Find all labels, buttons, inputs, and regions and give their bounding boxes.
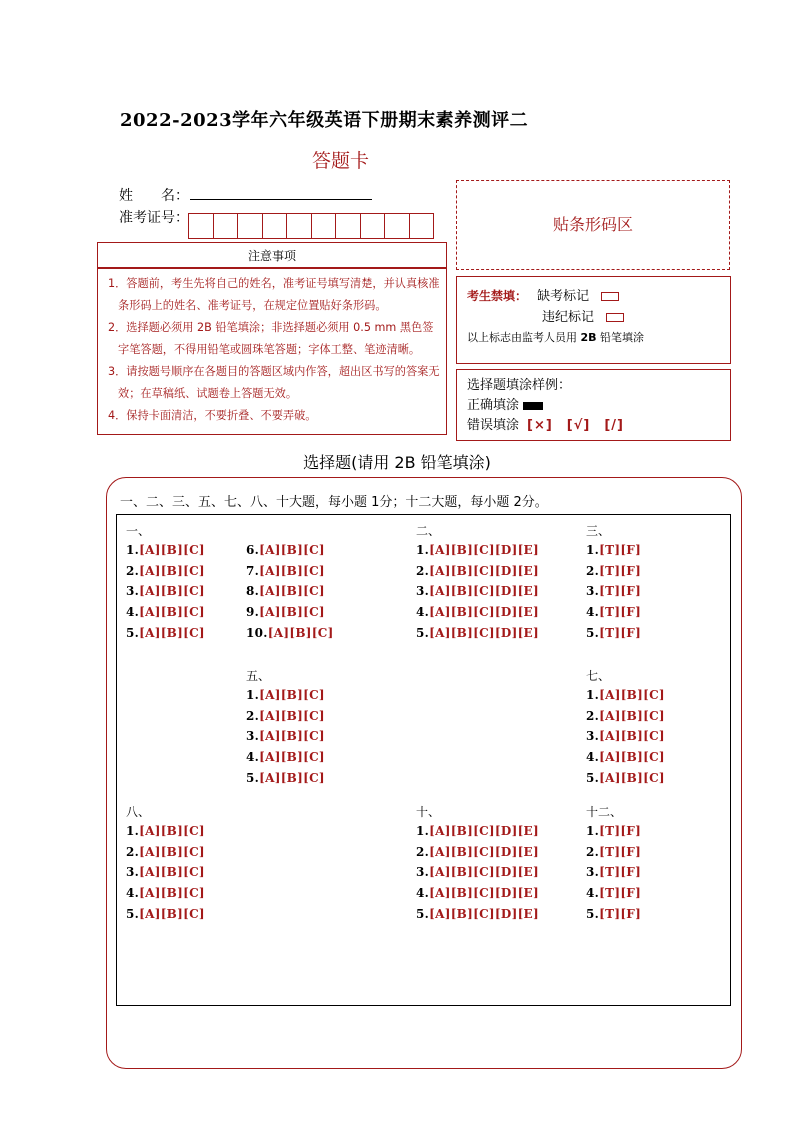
question-group-label: 一、 (126, 524, 151, 538)
question-number: 1. (586, 688, 600, 702)
answer-row[interactable] (126, 821, 205, 842)
question-number: 5. (246, 770, 260, 785)
answer-options[interactable]: [A][B][C] (139, 824, 205, 838)
question-group-label: 七、 (586, 669, 611, 683)
filled-mark (523, 402, 543, 410)
answer-row[interactable] (586, 821, 641, 842)
notice-item: 2．选择题必须用 2B 铅笔填涂；非选择题必须用 0.5 mm 黑色签字笔答题，不得用铅笔或圆珠笔答题；字体工整、笔迹清晰。 (108, 321, 434, 356)
answer-options[interactable]: [A][B][C][D][E] (429, 543, 539, 557)
question-number: 4. (416, 886, 430, 901)
id-digit-box[interactable] (409, 213, 435, 239)
question-group-label: 二、 (416, 524, 441, 538)
prohibited-note: 以上标志由监考人员用 2B 铅笔填涂 (467, 331, 645, 344)
id-digit-box[interactable] (360, 213, 386, 239)
question-number: 4. (126, 886, 140, 901)
answer-options[interactable]: [A][B][C] (599, 729, 665, 744)
name-label: 姓 名： (119, 188, 189, 204)
answer-options[interactable]: [A][B][C] (139, 543, 205, 557)
answer-options[interactable]: [A][B][C] (139, 563, 205, 578)
id-digit-box[interactable] (262, 213, 288, 239)
answer-row[interactable] (126, 623, 205, 644)
notice-item: 3．请按题号顺序在各题目的答题区域内作答，超出区书写的答案无效；在草稿纸、试题卷上答题无效。 (108, 365, 440, 400)
id-digit-box[interactable] (311, 213, 337, 239)
question-number: 1. (586, 543, 600, 557)
answer-row[interactable] (586, 623, 641, 644)
answer-options[interactable]: [A][B][C][D][E] (429, 865, 539, 880)
answer-options[interactable]: [A][B][C] (267, 625, 334, 640)
question-number: 4. (246, 750, 260, 765)
id-digit-box[interactable] (237, 213, 263, 239)
answer-row[interactable] (246, 623, 334, 644)
question-number: 4. (586, 605, 600, 620)
answer-row[interactable] (246, 685, 325, 706)
question-number: 1. (246, 688, 260, 702)
absent-label: 缺考标记 (537, 289, 590, 304)
answer-row[interactable] (586, 904, 641, 925)
question-number: 4. (416, 605, 430, 620)
answer-row[interactable] (586, 540, 641, 561)
answer-options[interactable]: [A][B][C] (259, 750, 325, 765)
question-number: 2. (416, 563, 430, 578)
answer-options[interactable]: [A][B][C] (259, 543, 325, 557)
barcode-area (456, 180, 730, 270)
absent-mark[interactable] (601, 292, 619, 301)
question-number: 6. (246, 543, 260, 557)
answer-options[interactable]: [A][B][C] (259, 688, 325, 702)
answer-row[interactable] (416, 904, 539, 925)
answer-row[interactable] (416, 581, 539, 602)
answer-row[interactable] (586, 862, 641, 883)
answer-row[interactable] (586, 685, 665, 706)
answer-row[interactable] (246, 581, 325, 602)
question-group-label: 八、 (126, 805, 151, 819)
answer-options[interactable]: [A][B][C] (139, 625, 205, 640)
question-number: 3. (416, 584, 430, 599)
question-number: 2. (586, 563, 600, 578)
question-number: 7. (246, 563, 260, 578)
answer-row[interactable] (246, 540, 325, 561)
answer-row[interactable] (586, 602, 641, 623)
notice-list (97, 268, 447, 435)
prohibited-box (456, 276, 731, 364)
answer-options[interactable]: [T][F] (599, 605, 642, 620)
question-number: 2. (586, 708, 600, 723)
answer-options[interactable]: [T][F] (599, 886, 642, 901)
question-number: 2. (416, 844, 430, 859)
question-number: 1. (416, 543, 430, 557)
id-digit-box[interactable] (213, 213, 239, 239)
question-number: 5. (416, 625, 430, 640)
answer-row[interactable] (416, 842, 539, 863)
correct-sample: 正确填涂 (467, 396, 720, 416)
answer-options[interactable]: [A][B][C][D][E] (429, 906, 539, 921)
answer-options[interactable]: [T][F] (599, 824, 642, 838)
answer-options[interactable]: [A][B][C] (139, 605, 205, 620)
answer-options[interactable]: [T][F] (599, 543, 642, 557)
name-field[interactable] (190, 199, 372, 200)
answer-options[interactable]: [A][B][C] (259, 708, 325, 723)
answer-row[interactable] (126, 602, 205, 623)
answer-options[interactable]: [A][B][C][D][E] (429, 844, 539, 859)
answer-row[interactable] (416, 883, 539, 904)
question-number: 3. (416, 865, 430, 880)
answer-row[interactable] (126, 581, 205, 602)
answer-row[interactable] (126, 904, 205, 925)
question-number: 4. (126, 605, 140, 620)
answer-options[interactable]: [A][B][C] (139, 844, 205, 859)
answer-row[interactable] (246, 706, 325, 727)
sample-box (456, 369, 731, 441)
question-number: 4. (586, 886, 600, 901)
answer-row[interactable] (416, 623, 539, 644)
question-group-label: 三、 (586, 524, 611, 538)
answer-row[interactable] (586, 768, 665, 789)
answer-row[interactable] (586, 706, 665, 727)
question-number: 1. (586, 824, 600, 838)
answer-options[interactable]: [A][B][C] (139, 886, 205, 901)
answer-options[interactable]: [A][B][C] (139, 865, 205, 880)
question-number: 1. (416, 824, 430, 838)
exam-id-boxes[interactable] (188, 213, 433, 239)
notice-title: 注意事项 (97, 242, 447, 268)
answer-row[interactable] (416, 561, 539, 582)
question-number: 3. (586, 584, 600, 599)
answer-row[interactable] (126, 540, 205, 561)
violation-mark[interactable] (606, 313, 624, 322)
answer-row[interactable] (246, 561, 325, 582)
question-number: 5. (586, 625, 600, 640)
answer-row[interactable] (246, 747, 325, 768)
question-number: 2. (586, 844, 600, 859)
barcode-text: 贴条形码区 (552, 215, 633, 234)
answer-row[interactable] (586, 561, 641, 582)
question-number: 3. (126, 865, 140, 880)
answer-options[interactable]: [T][F] (599, 563, 642, 578)
answer-options[interactable]: [A][B][C] (259, 770, 325, 785)
answer-options[interactable]: [A][B][C][D][E] (429, 563, 539, 578)
notice-item: 1．答题前，考生先将自己的姓名，准考证号填写清楚，并认真核准条形码上的姓名、准考证号，在规定位置贴好条形码。 (108, 277, 440, 312)
answer-options[interactable]: [T][F] (599, 844, 642, 859)
notice-item: 4．保持卡面清洁，不要折叠、不要弄破。 (108, 409, 317, 422)
id-digit-box[interactable] (286, 213, 312, 239)
id-digit-box[interactable] (188, 213, 214, 239)
answer-options[interactable]: [A][B][C][D][E] (429, 625, 539, 640)
answer-row[interactable] (246, 768, 325, 789)
question-group-label: 五、 (246, 669, 271, 683)
answer-options[interactable]: [A][B][C] (599, 708, 665, 723)
answer-options[interactable]: [A][B][C] (599, 750, 665, 765)
question-number: 9. (246, 605, 260, 620)
question-number: 4. (586, 750, 600, 765)
section-title: 选择题(请用 2B 铅笔填涂) (303, 453, 491, 472)
violation-label: 违纪标记 (542, 310, 595, 325)
question-number: 1. (126, 824, 140, 838)
answer-row[interactable] (586, 842, 641, 863)
answer-row[interactable] (246, 726, 325, 747)
answer-row[interactable] (586, 726, 665, 747)
answer-row[interactable] (126, 883, 205, 904)
answer-row[interactable] (126, 842, 205, 863)
answer-options[interactable]: [A][B][C][D][E] (429, 824, 539, 838)
answer-options[interactable]: [A][B][C] (139, 584, 205, 599)
question-number: 2. (126, 563, 140, 578)
question-number: 3. (126, 584, 140, 599)
question-number: 1. (126, 543, 140, 557)
prohibited-label: 考生禁填： (467, 289, 528, 303)
answer-options[interactable]: [A][B][C] (599, 770, 665, 785)
question-number: 3. (586, 865, 600, 880)
question-number: 5. (126, 906, 140, 921)
answer-options[interactable]: [A][B][C] (259, 563, 325, 578)
question-number: 5. (586, 770, 600, 785)
question-number: 5. (126, 625, 140, 640)
id-digit-box[interactable] (384, 213, 410, 239)
question-number: 3. (246, 729, 260, 744)
answer-row[interactable] (126, 561, 205, 582)
answer-sheet-subtitle: 答题卡 (312, 150, 370, 172)
answer-options[interactable]: [T][F] (599, 625, 642, 640)
answer-row[interactable] (246, 602, 325, 623)
question-number: 5. (586, 906, 600, 921)
question-number: 8. (246, 584, 260, 599)
answer-options[interactable]: [T][F] (599, 865, 642, 880)
answer-row[interactable] (416, 540, 539, 561)
question-number: 2. (246, 708, 260, 723)
id-digit-box[interactable] (335, 213, 361, 239)
question-group-label: 十二、 (586, 805, 623, 819)
question-number: 3. (586, 729, 600, 744)
answer-options[interactable]: [A][B][C][D][E] (429, 584, 539, 599)
exam-title: 2022-2023学年六年级英语下册期末素养测评二 (120, 110, 529, 131)
question-number: 2. (126, 844, 140, 859)
answer-row[interactable] (126, 862, 205, 883)
answer-options[interactable]: [A][B][C] (259, 729, 325, 744)
answer-options[interactable]: [A][B][C] (259, 584, 325, 599)
answer-options[interactable]: [A][B][C] (599, 688, 665, 702)
answer-row[interactable] (586, 883, 641, 904)
answer-row[interactable] (416, 821, 539, 842)
sample-title: 选择题填涂样例： (467, 378, 572, 393)
question-group-label: 十、 (416, 805, 441, 819)
answer-options[interactable]: [A][B][C] (139, 906, 205, 921)
id-label: 准考证号： (119, 210, 189, 226)
answer-row[interactable] (416, 602, 539, 623)
answer-row[interactable] (586, 581, 641, 602)
wrong-sample: 错误填涂 [×] [√] [/] (467, 418, 624, 433)
scoring-note: 一、二、三、五、七、八、十大题，每小题 1分；十二大题，每小题 2分。 (120, 495, 548, 510)
answer-options[interactable]: [A][B][C][D][E] (429, 605, 539, 620)
answer-options[interactable]: [A][B][C][D][E] (429, 886, 539, 901)
answer-row[interactable] (416, 862, 539, 883)
question-number: 10. (246, 625, 268, 640)
answer-row[interactable] (586, 747, 665, 768)
answer-options[interactable]: [T][F] (599, 584, 642, 599)
answer-options[interactable]: [A][B][C] (259, 605, 325, 620)
answer-options[interactable]: [T][F] (599, 906, 642, 921)
question-number: 5. (416, 906, 430, 921)
